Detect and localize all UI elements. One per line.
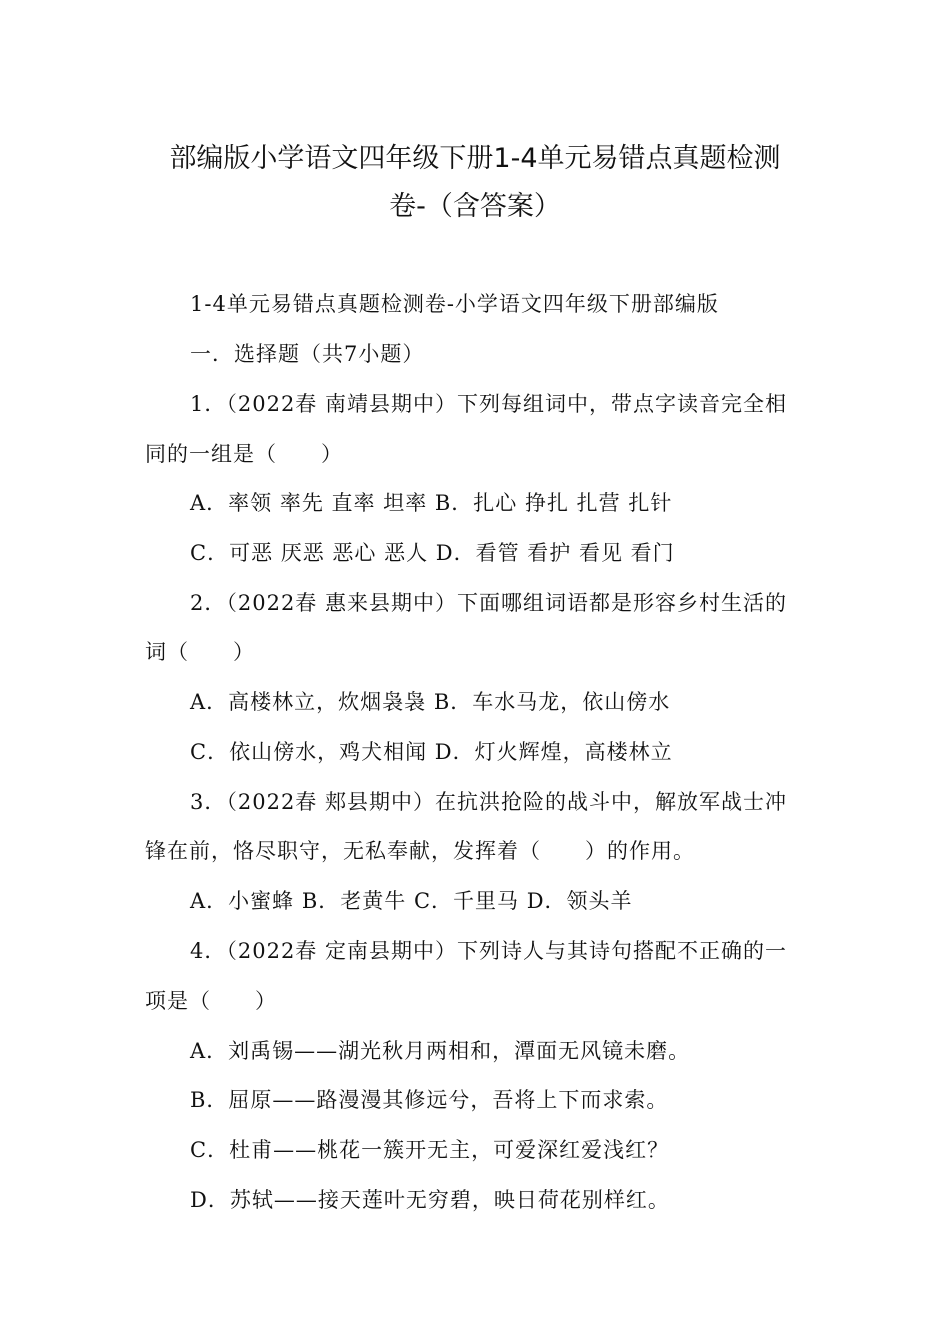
question-2-options-cd: C．依山傍水，鸡犬相闻 D．灯火辉煌，高楼林立 [190,740,673,764]
document-title-line-1: 部编版小学语文四年级下册1-4单元易错点真题检测 [169,143,781,174]
question-1-options-ab: A．率领 率先 直率 坦率 B．扎心 挣扎 扎营 扎针 [190,491,673,515]
question-3-options: A．小蜜蜂 B．老黄牛 C．千里马 D．领头羊 [190,889,633,913]
question-4-option-c: C．杜甫——桃花一簇开无主，可爱深红爱浅红？ [190,1138,670,1162]
question-2-options-ab: A．高楼林立，炊烟袅袅 B．车水马龙，依山傍水 [190,690,671,714]
question-2-line-2: 词（ ） [145,640,255,664]
document-subtitle: 1-4单元易错点真题检测卷-小学语文四年级下册部编版 [190,292,719,316]
section-heading: 一．选择题（共7小题） [190,342,425,366]
question-4-line-1: 4．（2022春 定南县期中）下列诗人与其诗句搭配不正确的一 [190,939,787,963]
question-3-line-1: 3．（2022春 郏县期中）在抗洪抢险的战斗中，解放军战士冲 [190,790,787,814]
question-2-line-1: 2．（2022春 惠来县期中）下面哪组词语都是形容乡村生活的 [190,591,787,615]
question-1-line-1: 1．（2022春 南靖县期中）下列每组词中，带点字读音完全相 [190,392,787,416]
question-1-options-cd: C．可恶 厌恶 恶心 恶人 D．看管 看护 看见 看门 [190,541,675,565]
question-3-line-2: 锋在前，恪尽职守，无私奉献，发挥着（ ）的作用。 [145,839,695,863]
question-4-option-a: A．刘禹锡——湖光秋月两相和，潭面无风镜未磨。 [190,1039,691,1063]
question-4-option-b: B．屈原——路漫漫其修远兮，吾将上下而求索。 [190,1088,669,1112]
question-4-option-d: D．苏轼——接天莲叶无穷碧，映日荷花别样红。 [190,1188,670,1212]
document-title-line-2: 卷-（含答案） [389,191,561,222]
question-4-line-2: 项是（ ） [145,989,277,1013]
question-1-line-2: 同的一组是（ ） [145,442,343,466]
